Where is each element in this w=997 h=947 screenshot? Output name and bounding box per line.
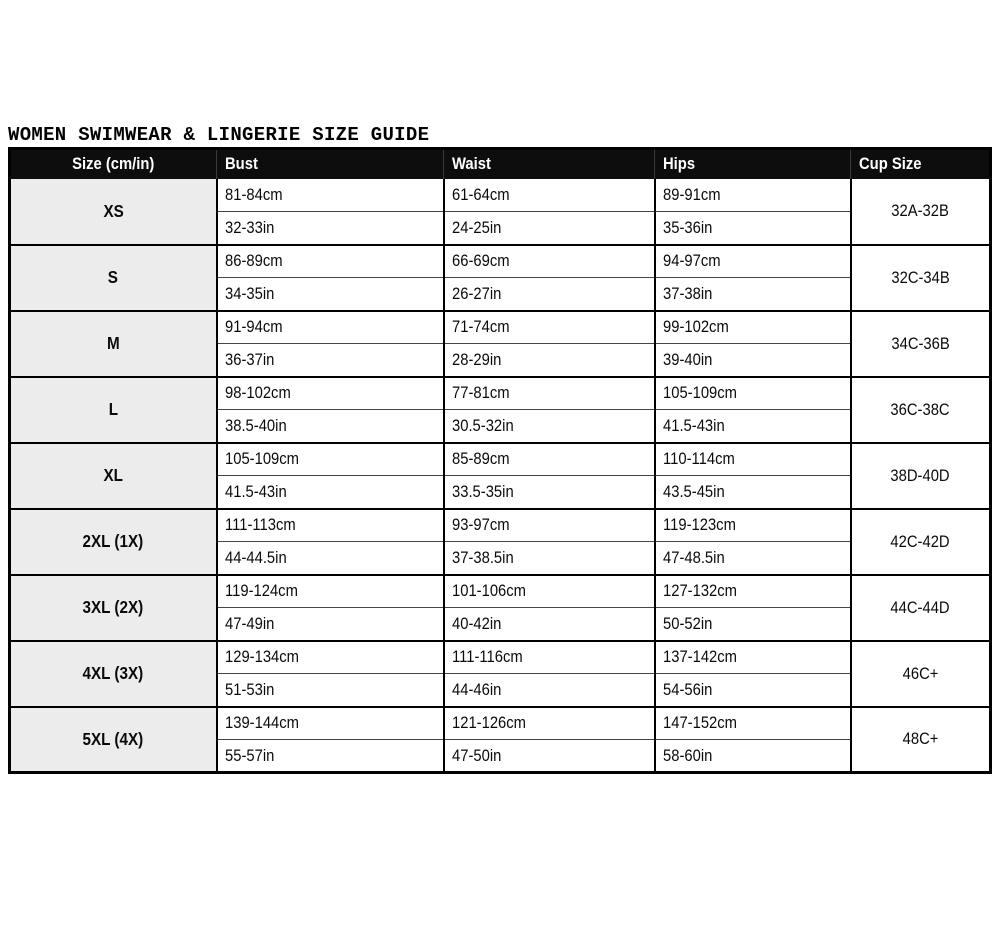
cup-size-value: 36C-38C — [890, 399, 950, 419]
bust-in-cell — [217, 410, 444, 443]
hips-in-value: 37-38in — [662, 283, 712, 303]
waist-in-value: 37-38.5in — [451, 547, 514, 567]
size-label: S — [108, 267, 119, 287]
hips-cm-cell — [655, 311, 851, 344]
bust-cm-cell — [217, 377, 444, 410]
bust-cm-value: 105-109cm — [224, 449, 299, 469]
bust-cm-cell — [217, 443, 444, 476]
waist-in-cell — [444, 410, 655, 443]
hips-cm-cell — [655, 245, 851, 278]
hips-cm-value: 94-97cm — [662, 251, 721, 271]
hips-cm-value: 119-123cm — [662, 515, 736, 535]
waist-cm-cell — [444, 641, 655, 674]
waist-cm-cell — [444, 179, 655, 212]
waist-in-cell — [444, 542, 655, 575]
cup-size-cell — [851, 311, 991, 377]
waist-in-value: 30.5-32in — [451, 415, 514, 435]
hips-in-value: 39-40in — [662, 349, 712, 369]
size-cell — [10, 443, 217, 509]
bust-in-cell — [217, 674, 444, 707]
waist-cm-cell — [444, 575, 655, 608]
size-cell — [10, 641, 217, 707]
size-cell — [10, 245, 217, 311]
cup-size-cell — [851, 707, 991, 773]
cup-size-cell — [851, 377, 991, 443]
bust-in-value: 47-49in — [224, 613, 274, 633]
waist-in-value: 33.5-35in — [451, 481, 514, 501]
size-cell — [10, 179, 217, 245]
column-header-cup-size — [851, 149, 991, 179]
cup-size-value: 32C-34B — [891, 267, 950, 287]
waist-cm-value: 93-97cm — [451, 515, 510, 535]
waist-cm-value: 101-106cm — [451, 581, 526, 601]
hips-in-cell — [655, 476, 851, 509]
hips-in-cell — [655, 344, 851, 377]
waist-in-value: 47-50in — [451, 745, 501, 765]
hips-cm-cell — [655, 179, 851, 212]
hips-in-cell — [655, 410, 851, 443]
bust-cm-cell — [217, 311, 444, 344]
bust-cm-cell — [217, 179, 444, 212]
bust-in-value: 51-53in — [224, 679, 274, 699]
bust-in-cell — [217, 212, 444, 245]
size-label: 5XL (4X) — [82, 728, 144, 749]
cup-size-cell — [851, 443, 991, 509]
bust-in-value: 34-35in — [224, 283, 274, 303]
waist-cm-cell — [444, 311, 655, 344]
bust-in-cell — [217, 476, 444, 509]
waist-cm-value: 61-64cm — [451, 184, 510, 204]
bust-cm-value: 98-102cm — [224, 383, 291, 403]
cup-size-value: 34C-36B — [891, 333, 950, 353]
waist-in-value: 24-25in — [451, 217, 501, 237]
hips-cm-value: 99-102cm — [662, 317, 729, 337]
cup-size-value: 46C+ — [902, 663, 939, 683]
cup-size-value: 32A-32B — [891, 201, 950, 220]
hips-cm-cell — [655, 443, 851, 476]
size-label: 3XL (2X) — [82, 597, 144, 617]
bust-in-cell — [217, 278, 444, 311]
bust-cm-value: 129-134cm — [224, 647, 299, 667]
column-header-bust — [217, 149, 444, 179]
cup-size-cell — [851, 509, 991, 575]
size-row-cm — [10, 641, 991, 674]
bust-cm-value: 111-113cm — [224, 515, 296, 535]
size-row-cm — [10, 509, 991, 542]
size-label: XS — [103, 200, 124, 221]
bust-cm-cell — [217, 575, 444, 608]
bust-cm-value: 81-84cm — [224, 184, 283, 204]
bust-in-cell — [217, 344, 444, 377]
hips-in-cell — [655, 542, 851, 575]
size-label: L — [108, 399, 118, 419]
waist-cm-value: 66-69cm — [451, 251, 510, 271]
size-cell — [10, 575, 217, 641]
column-header-size-label: Size (cm/in) — [72, 154, 155, 174]
hips-cm-value: 147-152cm — [662, 713, 737, 733]
cup-size-cell — [851, 245, 991, 311]
waist-cm-value: 111-116cm — [451, 647, 523, 667]
size-cell — [10, 707, 217, 773]
hips-in-value: 43.5-45in — [662, 481, 725, 501]
hips-cm-cell — [655, 641, 851, 674]
cup-size-value: 44C-44D — [890, 597, 950, 617]
waist-cm-value: 85-89cm — [451, 449, 510, 469]
waist-in-value: 40-42in — [451, 613, 501, 633]
hips-in-value: 50-52in — [662, 613, 712, 633]
size-guide-table — [8, 147, 992, 774]
hips-cm-cell — [655, 509, 851, 542]
page-title: WOMEN SWIMWEAR & LINGERIE SIZE GUIDE — [8, 124, 430, 146]
cup-size-value: 38D-40D — [890, 465, 950, 485]
bust-in-cell — [217, 608, 444, 641]
bust-in-value: 36-37in — [224, 349, 274, 369]
waist-in-value: 44-46in — [451, 679, 501, 699]
hips-cm-cell — [655, 377, 851, 410]
bust-cm-value: 91-94cm — [224, 317, 283, 337]
bust-in-cell — [217, 740, 444, 773]
column-header-hips — [655, 149, 851, 179]
bust-in-cell — [217, 542, 444, 575]
waist-in-value: 28-29in — [451, 349, 501, 369]
size-row-cm — [10, 179, 991, 212]
hips-cm-value: 105-109cm — [662, 383, 737, 403]
hips-in-value: 54-56in — [662, 679, 712, 699]
waist-cm-cell — [444, 377, 655, 410]
bust-cm-cell — [217, 707, 444, 740]
size-cell — [10, 509, 217, 575]
cup-size-cell — [851, 641, 991, 707]
table-header-row — [10, 149, 991, 179]
cup-size-value: 42C-42D — [890, 531, 950, 551]
hips-cm-cell — [655, 575, 851, 608]
waist-in-cell — [444, 212, 655, 245]
column-header-hips-label: Hips — [663, 154, 696, 174]
table-body — [10, 179, 991, 773]
size-label: XL — [103, 465, 123, 485]
bust-cm-value: 86-89cm — [224, 251, 283, 271]
hips-cm-cell — [655, 707, 851, 740]
bust-in-value: 38.5-40in — [224, 415, 287, 435]
hips-cm-value: 127-132cm — [662, 581, 737, 601]
bust-in-value: 32-33in — [224, 217, 274, 237]
cup-size-cell — [851, 179, 991, 245]
size-row-cm — [10, 575, 991, 608]
waist-cm-cell — [444, 707, 655, 740]
waist-cm-cell — [444, 245, 655, 278]
waist-in-cell — [444, 476, 655, 509]
bust-cm-value: 139-144cm — [224, 713, 299, 733]
column-header-waist — [444, 149, 655, 179]
bust-cm-cell — [217, 245, 444, 278]
column-header-size — [10, 149, 217, 179]
waist-in-cell — [444, 278, 655, 311]
size-cell — [10, 311, 217, 377]
column-header-bust-label: Bust — [225, 154, 258, 174]
size-label: 4XL (3X) — [82, 663, 144, 683]
size-row-cm — [10, 245, 991, 278]
hips-cm-value: 110-114cm — [662, 449, 735, 469]
bust-in-value: 41.5-43in — [224, 481, 287, 501]
cup-size-cell — [851, 575, 991, 641]
size-row-cm — [10, 443, 991, 476]
size-label: M — [106, 333, 120, 353]
waist-cm-cell — [444, 509, 655, 542]
hips-in-cell — [655, 674, 851, 707]
hips-in-cell — [655, 212, 851, 245]
bust-in-value: 44-44.5in — [224, 547, 287, 567]
hips-cm-value: 89-91cm — [662, 184, 721, 204]
hips-in-cell — [655, 740, 851, 773]
cup-size-value: 48C+ — [902, 729, 939, 749]
hips-in-value: 58-60in — [662, 745, 712, 765]
size-row-cm — [10, 311, 991, 344]
waist-in-cell — [444, 608, 655, 641]
hips-in-cell — [655, 278, 851, 311]
waist-in-value: 26-27in — [451, 283, 501, 303]
column-header-waist-label: Waist — [452, 154, 491, 174]
waist-in-cell — [444, 674, 655, 707]
hips-in-value: 41.5-43in — [662, 415, 725, 435]
waist-cm-value: 71-74cm — [451, 317, 510, 337]
column-header-cup-size-label: Cup Size — [859, 154, 922, 174]
hips-in-value: 47-48.5in — [662, 547, 725, 567]
hips-in-cell — [655, 608, 851, 641]
bust-cm-value: 119-124cm — [224, 581, 298, 601]
waist-in-cell — [444, 740, 655, 773]
size-label: 2XL (1X) — [82, 531, 144, 551]
bust-cm-cell — [217, 509, 444, 542]
size-row-cm — [10, 707, 991, 740]
hips-cm-value: 137-142cm — [662, 647, 737, 667]
size-row-cm — [10, 377, 991, 410]
size-cell — [10, 377, 217, 443]
bust-cm-cell — [217, 641, 444, 674]
waist-cm-cell — [444, 443, 655, 476]
waist-cm-value: 77-81cm — [451, 383, 510, 403]
bust-in-value: 55-57in — [224, 745, 274, 765]
waist-cm-value: 121-126cm — [451, 713, 526, 733]
hips-in-value: 35-36in — [662, 217, 712, 237]
waist-in-cell — [444, 344, 655, 377]
